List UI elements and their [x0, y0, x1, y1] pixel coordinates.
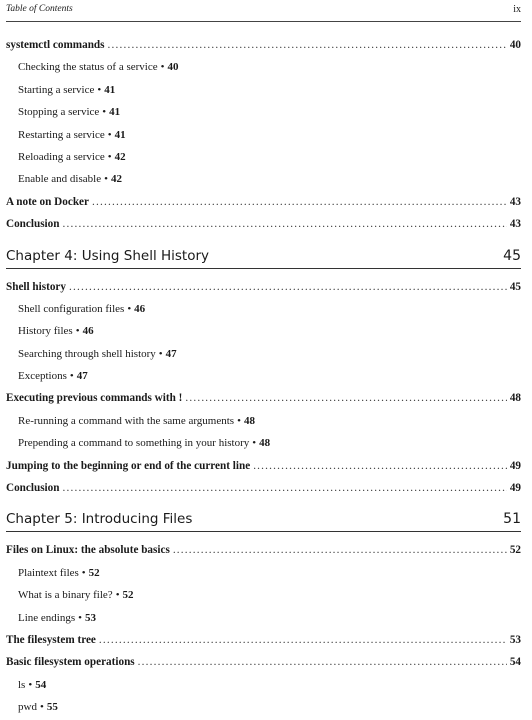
toc-entry-label: systemctl commands — [6, 39, 105, 51]
toc-entry-page-number: 40 — [509, 39, 521, 51]
toc-entry-the-filesystem-tree[interactable] — [6, 629, 521, 651]
bullet-separator: • — [127, 302, 132, 315]
toc-subentry-searching-through-shell-history[interactable] — [6, 343, 521, 365]
running-header-title: Table of Contents — [6, 4, 73, 14]
toc-subentry-label: Exceptions — [18, 370, 67, 383]
chapter-page-number: 51 — [503, 511, 521, 528]
toc-entry-label: Executing previous commands with ! — [6, 392, 183, 405]
toc-subentry-page-number: 53 — [85, 611, 96, 624]
toc-subentry-ls[interactable] — [6, 674, 521, 696]
toc-entry-page-number: 53 — [509, 633, 521, 646]
toc-entry-label: Conclusion — [6, 482, 60, 495]
toc-entry-page-number: 43 — [509, 195, 521, 208]
dot-leader — [62, 477, 506, 499]
toc-subentry-label: Prepending a command to something in your history — [18, 437, 250, 450]
bullet-separator: • — [252, 437, 257, 450]
bullet-separator: • — [75, 325, 80, 338]
toc-subentry-prepending-a-command-to-something-in-your-history[interactable] — [6, 432, 521, 454]
toc-subentry-shell-configuration-files[interactable] — [6, 298, 521, 320]
toc-subentry-page-number: 47 — [165, 347, 177, 360]
toc-entry-page-number: 49 — [509, 459, 521, 472]
dot-leader — [99, 629, 507, 651]
dot-leader — [108, 34, 507, 56]
toc-subentry-stopping-a-service[interactable] — [6, 101, 521, 123]
toc-subentry-label: Restarting a service — [18, 128, 105, 141]
toc-subentry-enable-and-disable[interactable] — [6, 168, 521, 190]
bullet-separator: • — [97, 83, 102, 96]
toc-subentry-page-number: 52 — [122, 589, 134, 602]
toc-entry-executing-previous-commands-with[interactable] — [6, 387, 521, 409]
toc-subentry-page-number: 47 — [76, 370, 88, 383]
toc-entry-basic-filesystem-operations[interactable] — [6, 651, 521, 673]
toc-entry-files-on-linux-the-absolute-basics[interactable] — [6, 539, 521, 561]
bullet-separator: • — [102, 106, 107, 119]
bullet-separator: • — [237, 414, 241, 427]
dot-leader — [92, 191, 507, 213]
toc-subentry-what-is-a-binary-file[interactable] — [6, 584, 521, 606]
dot-leader — [173, 539, 507, 561]
toc-subentry-label: ls — [18, 678, 26, 691]
running-header — [6, 0, 521, 22]
toc-subentry-label: Stopping a service — [18, 106, 100, 119]
dot-leader — [253, 455, 507, 477]
chapter-heading-chapter-5-introducing-files[interactable] — [6, 510, 521, 532]
dot-leader — [138, 651, 507, 673]
toc-subentry-page-number: 48 — [259, 437, 271, 450]
toc-entry-label: Basic filesystem operations — [6, 656, 135, 669]
toc-subentry-label: Shell configuration files — [18, 302, 125, 315]
toc-subentry-label: Checking the status of a service — [18, 61, 158, 74]
bullet-separator: • — [28, 678, 33, 691]
bullet-separator: • — [160, 61, 165, 74]
running-header-page-number: ix — [513, 4, 521, 15]
toc-subentry-starting-a-service[interactable] — [6, 79, 521, 101]
chapter-heading-chapter-4-using-shell-history[interactable] — [6, 247, 521, 269]
toc-subentry-label: Re-running a command with the same arguments — [18, 414, 235, 427]
bullet-separator: • — [107, 128, 112, 141]
toc-entry-conclusion[interactable] — [6, 477, 521, 499]
toc-subentry-re-running-a-command-with-the-same-arguments[interactable] — [6, 410, 521, 432]
toc-subentry-page-number: 54 — [35, 678, 47, 691]
toc-subentry-page-number: 52 — [88, 566, 100, 579]
toc-entry-page-number: 48 — [509, 392, 521, 405]
bullet-separator: • — [39, 701, 44, 714]
chapter-title: Chapter 4: Using Shell History — [6, 247, 210, 264]
bullet-separator: • — [158, 347, 163, 360]
toc-entry-page-number: 45 — [509, 280, 521, 293]
bullet-separator: • — [115, 589, 120, 602]
chapter-title: Chapter 5: Introducing Files — [6, 511, 193, 528]
dot-leader — [185, 387, 506, 409]
toc-subentry-reloading-a-service[interactable] — [6, 146, 521, 168]
toc-subentry-label: What is a binary file? — [18, 589, 113, 602]
toc-subentry-checking-the-status-of-a-service[interactable] — [6, 56, 521, 78]
toc-entry-label: A note on Docker — [6, 195, 89, 208]
toc-subentry-label: Line endings — [18, 611, 76, 624]
toc-entry-label: The filesystem tree — [6, 633, 96, 646]
toc-subentry-label: Plaintext files — [18, 566, 79, 579]
toc-entry-page-number: 52 — [509, 544, 521, 557]
toc-entry-label: Shell history — [6, 280, 66, 293]
toc-subentry-page-number: 42 — [114, 150, 126, 163]
toc-entry-shell-history[interactable] — [6, 276, 521, 298]
dot-leader — [69, 276, 507, 298]
bullet-separator: • — [69, 370, 74, 383]
toc-subentry-exceptions[interactable] — [6, 365, 521, 387]
toc-entry-label: Jumping to the beginning or end of the current line — [6, 459, 251, 472]
toc-subentry-page-number: 40 — [167, 61, 179, 74]
toc-subentry-page-number: 46 — [134, 302, 146, 315]
toc-subentry-page-number: 41 — [114, 128, 126, 141]
toc-subentry-page-number: 55 — [46, 701, 58, 714]
toc-subentry-label: Starting a service — [18, 83, 95, 96]
toc-entry-a-note-on-docker[interactable] — [6, 191, 521, 213]
toc-subentry-label: pwd — [18, 701, 37, 714]
toc-subentry-label: History files — [18, 325, 73, 338]
dot-leader — [62, 213, 506, 235]
toc-entry-label: Files on Linux: the absolute basics — [6, 544, 170, 557]
toc-subentry-line-endings[interactable] — [6, 607, 521, 629]
bullet-separator: • — [104, 173, 108, 186]
toc-body — [6, 34, 521, 719]
toc-subentry-label: Reloading a service — [18, 150, 105, 163]
bullet-separator: • — [78, 611, 82, 624]
toc-subentry-plaintext-files[interactable] — [6, 562, 521, 584]
toc-subentry-page-number: 48 — [243, 414, 255, 427]
toc-subentry-pwd[interactable] — [6, 696, 521, 718]
toc-entry-page-number: 54 — [509, 656, 521, 669]
toc-subentry-page-number: 41 — [109, 106, 121, 119]
toc-subentry-history-files[interactable] — [6, 320, 521, 342]
toc-entry-page-number: 49 — [509, 482, 521, 495]
bullet-separator: • — [107, 150, 112, 163]
toc-subentry-page-number: 46 — [82, 325, 94, 338]
toc-entry-systemctl-commands[interactable] — [6, 34, 521, 56]
toc-subentry-page-number: 41 — [104, 83, 116, 96]
chapter-page-number: 45 — [503, 247, 521, 264]
toc-entry-conclusion[interactable] — [6, 213, 521, 235]
toc-subentry-restarting-a-service[interactable] — [6, 124, 521, 146]
toc-entry-page-number: 43 — [509, 218, 521, 231]
bullet-separator: • — [81, 566, 86, 579]
toc-entry-label: Conclusion — [6, 218, 60, 231]
toc-entry-jumping-to-the-beginning-or-end-of-the-current-line[interactable] — [6, 455, 521, 477]
toc-subentry-page-number: 42 — [110, 173, 122, 186]
toc-subentry-label: Enable and disable — [18, 173, 102, 186]
toc-subentry-label: Searching through shell history — [18, 347, 156, 360]
